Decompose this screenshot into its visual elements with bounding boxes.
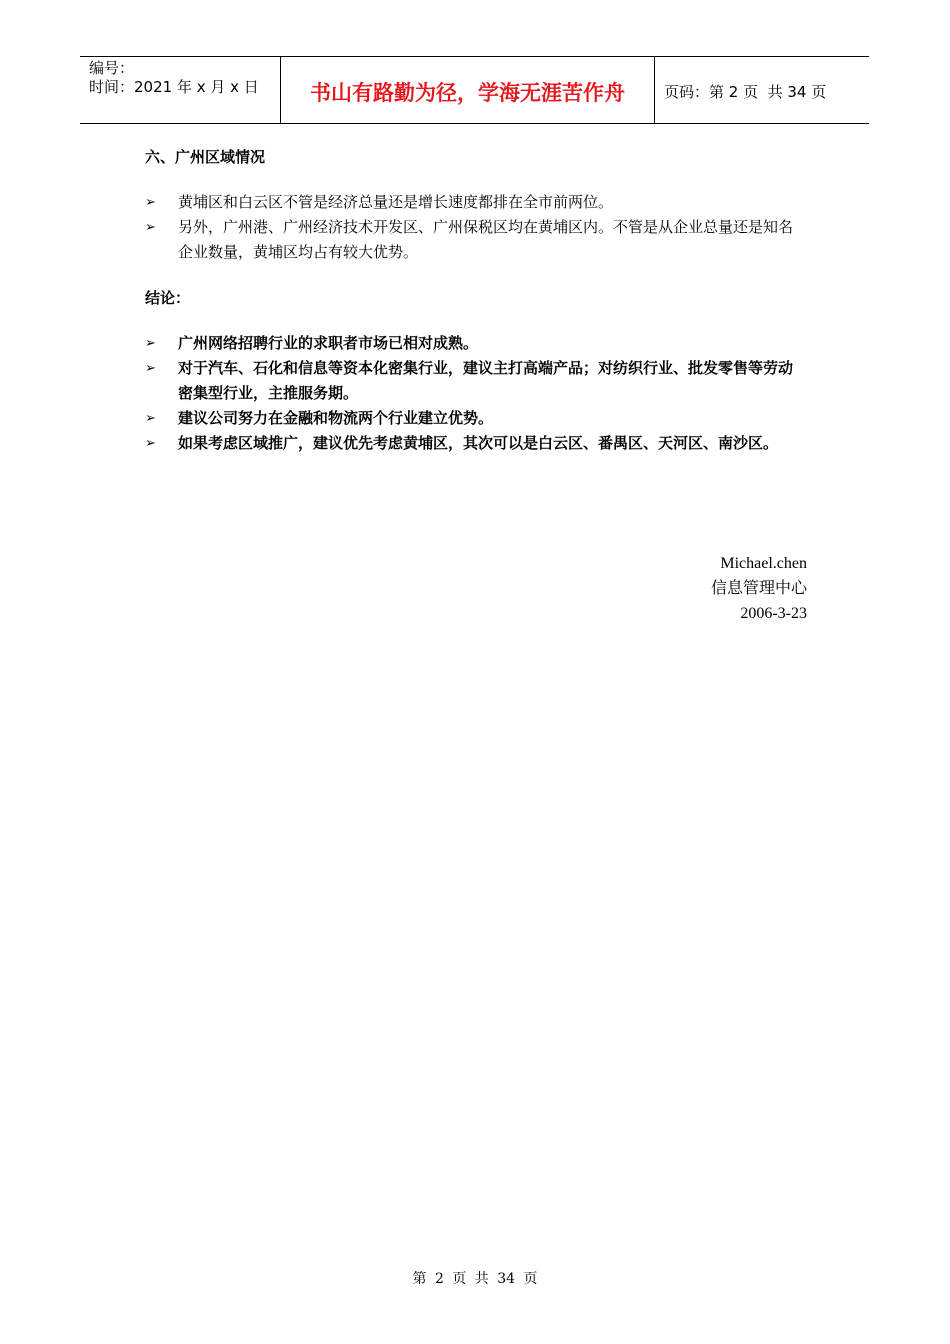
header-number-label: 编号： <box>89 59 135 77</box>
bullet-arrow-icon: ➢ <box>145 411 156 426</box>
header-motto-cell <box>281 57 655 123</box>
list-item <box>145 356 805 406</box>
section-title-conclusion: 结论： <box>145 289 191 307</box>
signature-date: 2006-3-23 <box>740 605 807 622</box>
list-item <box>145 406 805 431</box>
page-header <box>80 56 869 124</box>
bullet-arrow-icon: ➢ <box>145 336 156 351</box>
list-item-text: 建议公司努力在金融和物流两个行业建立优势。 <box>178 409 494 427</box>
bullet-arrow-icon: ➢ <box>145 361 156 376</box>
bullet-arrow-icon: ➢ <box>145 436 156 451</box>
section-title-guangzhou: 六、广州区域情况 <box>145 148 266 166</box>
list-item-text: 对于汽车、石化和信息等资本化密集行业，建议主打高端产品；对纺织行业、批发零售等劳动密集型行业，主推服务期。 <box>178 359 794 402</box>
list-item-text: 如果考虑区域推广，建议优先考虑黄埔区，其次可以是白云区、番禺区、天河区、南沙区。 <box>178 434 779 452</box>
header-motto: 书山有路勤为径，学海无涯苦作舟 <box>310 81 625 105</box>
header-page-info: 页码：第 2 页 共 34 页 <box>664 83 827 101</box>
list-item <box>145 190 805 215</box>
header-time-label: 时间：2021 年 x 月 x 日 <box>89 78 259 96</box>
header-page-cell <box>655 57 869 123</box>
list-item-text: 黄埔区和白云区不管是经济总量还是增长速度都排在全市前两位。 <box>178 193 614 211</box>
document-body <box>145 144 805 456</box>
list-item <box>145 215 805 265</box>
header-meta-cell <box>80 57 281 123</box>
bullet-arrow-icon: ➢ <box>145 195 156 210</box>
footer-page-number: 第 2 页 共 34 页 <box>412 1271 538 1287</box>
list-item-text: 另外，广州港、广州经济技术开发区、广州保税区均在黄埔区内。不管是从企业总量还是知名企业数量，黄埔区均占有较大优势。 <box>178 218 794 261</box>
bullet-arrow-icon: ➢ <box>145 220 156 235</box>
signature-block <box>711 551 807 626</box>
signature-name: Michael.chen <box>720 555 807 572</box>
list-item <box>145 431 805 456</box>
page-footer <box>0 1268 950 1288</box>
conclusion-list <box>145 331 805 456</box>
list-item-text: 广州网络招聘行业的求职者市场已相对成熟。 <box>178 334 479 352</box>
list-item <box>145 331 805 356</box>
section-guangzhou-list <box>145 190 805 265</box>
signature-department: 信息管理中心 <box>710 580 807 597</box>
